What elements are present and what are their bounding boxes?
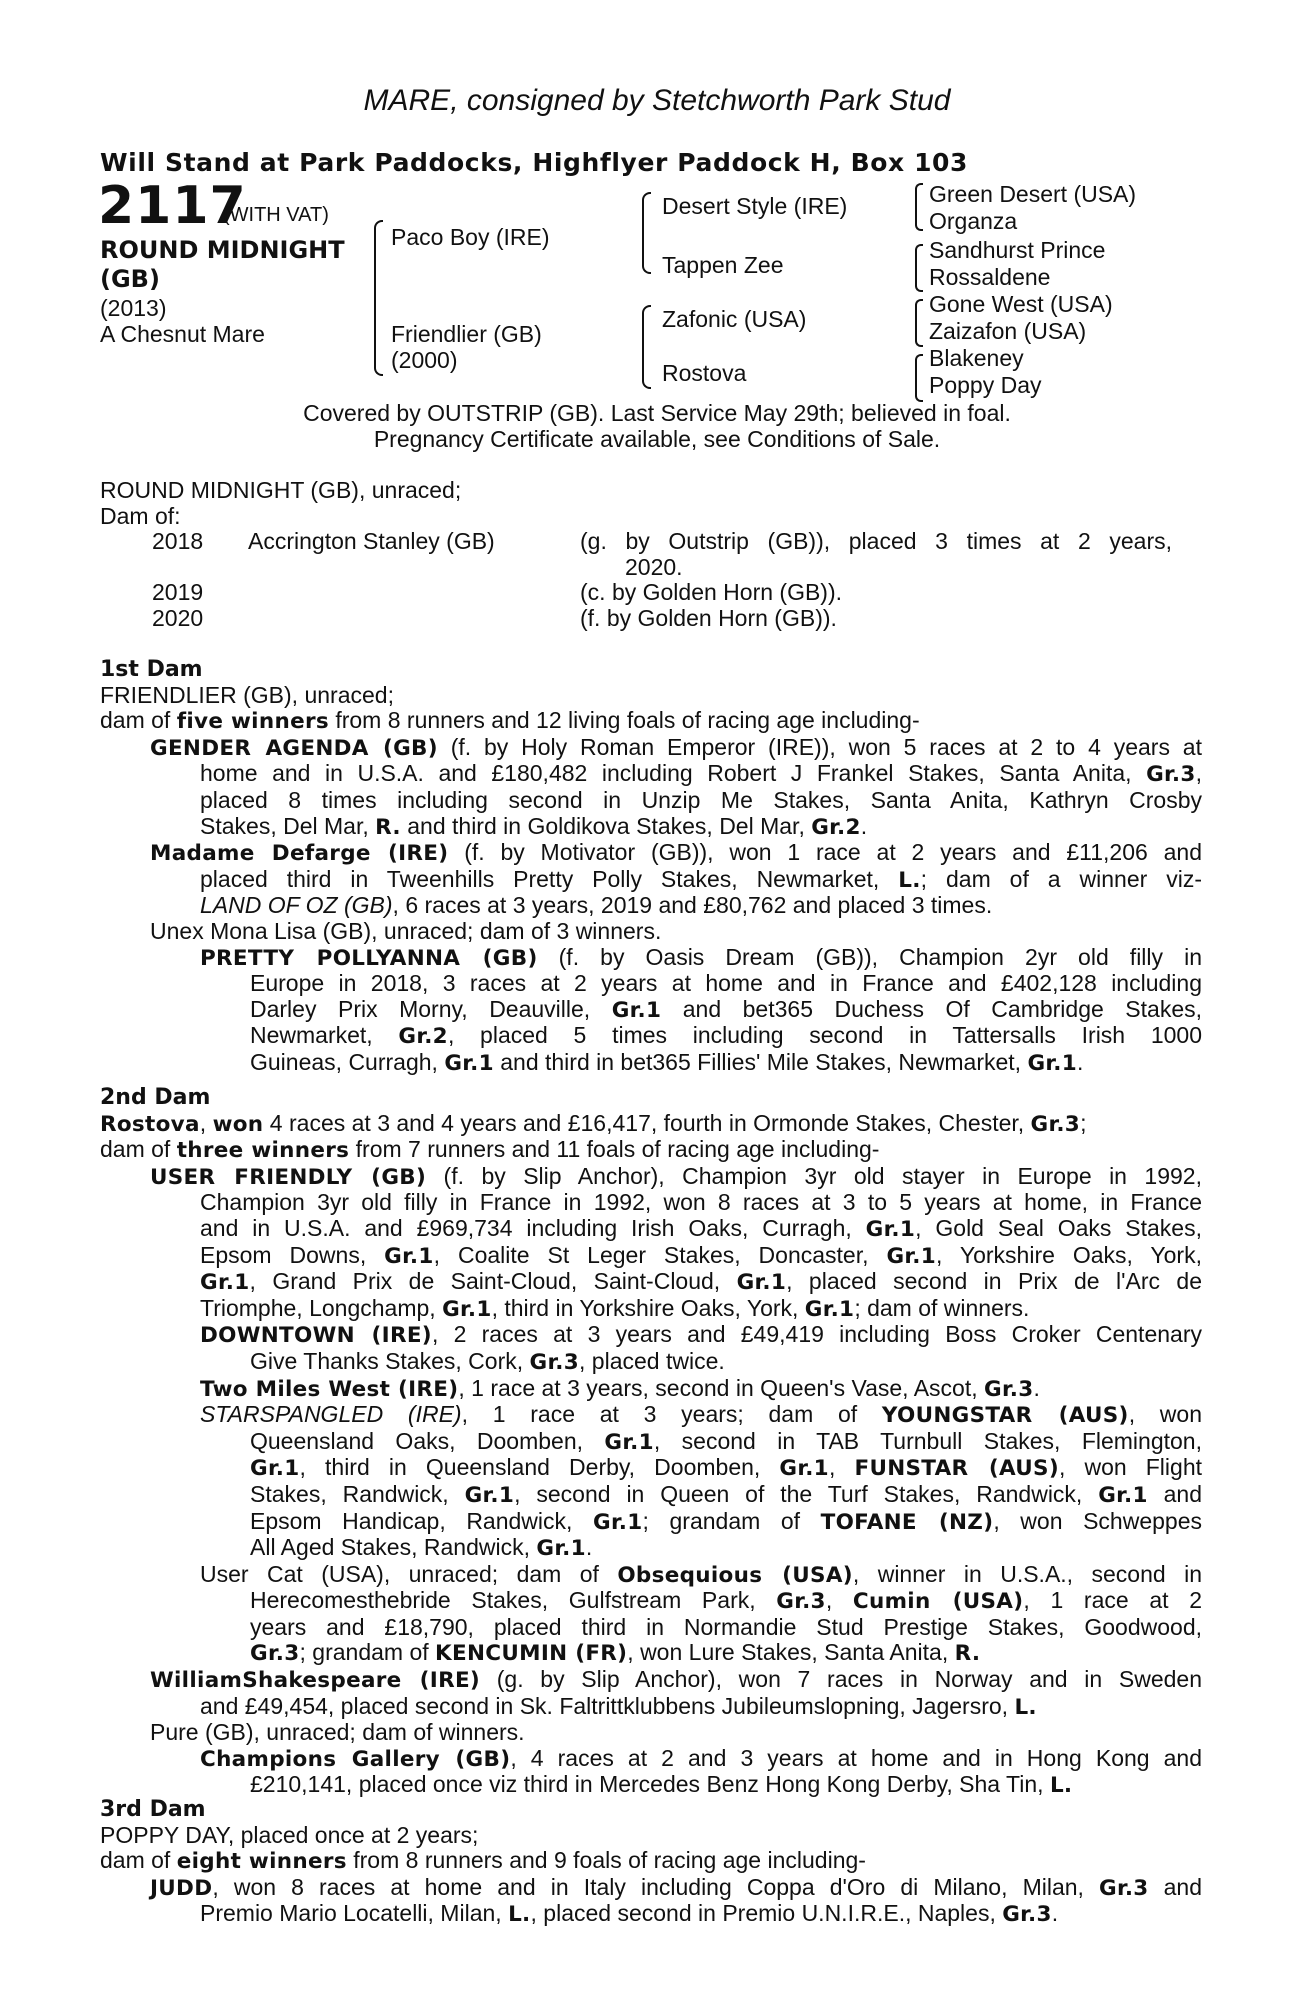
entry-line — [100, 814, 1202, 841]
third-dam-section — [100, 1797, 1202, 1928]
horse-name: GENDER AGENDA (GB) — [150, 735, 438, 761]
horse-name: LAND OF OZ (GB) — [200, 892, 393, 919]
grade: Gr.1 — [384, 1243, 434, 1269]
entry-line: Europe in 2018, 3 races at 2 years at home and in France and £402,128 including — [250, 970, 1202, 997]
dam: Friendlier (GB) — [391, 321, 542, 347]
third-dam-line: POPPY DAY, placed once at 2 years; — [100, 1821, 479, 1848]
first-dam-heading: 1st Dam — [100, 657, 203, 682]
grade: Gr.3 — [1030, 1111, 1081, 1137]
text: . — [1076, 1048, 1084, 1075]
produce-name — [248, 580, 580, 606]
grade: Gr.3 — [529, 1349, 580, 1375]
text: 4 races at 3 and 4 years and £16,417, fourth in Ormonde Stakes, Chester, — [263, 1109, 1031, 1136]
horse-name: KENCUMIN (FR) — [435, 1641, 628, 1667]
grade: Gr.1 — [442, 1296, 492, 1322]
text: (g. by Slip Anchor), won 7 races in Norway and in Sweden — [480, 1666, 1203, 1693]
ggp-brace-3 — [915, 299, 923, 347]
text: placed third in Tweenhills Pretty Polly Stakes, Newmarket, — [200, 865, 899, 892]
dam-dam: Rostova — [662, 360, 747, 386]
horse-name: DOWNTOWN (IRE) — [200, 1323, 432, 1349]
second-dam-summary — [100, 1137, 1202, 1164]
sire-sire-dam: Organza — [929, 208, 1018, 234]
text: , 1 race at 3 years; dam of — [461, 1401, 882, 1428]
grade: Gr.1 — [250, 1456, 300, 1482]
sire-dam: Tappen Zee — [662, 252, 784, 278]
text: from 8 runners and 9 foals of racing age including- — [346, 1847, 866, 1874]
entry-line — [100, 1746, 1202, 1773]
text: , placed second in Premio U.N.I.R.E., Naples, — [530, 1900, 1003, 1927]
text: , second in TAB Turnbull Stakes, Flemington, — [653, 1427, 1202, 1454]
text: , won Schweppes — [993, 1507, 1202, 1534]
entry-line — [100, 1269, 1202, 1296]
text: . — [860, 812, 868, 839]
entry-line — [100, 1429, 1202, 1456]
text: and — [1147, 1480, 1202, 1507]
dam-dam-sire: Blakeney — [929, 345, 1024, 371]
dam-parents-brace — [642, 305, 651, 389]
entry-line — [100, 945, 1202, 972]
produce-detail — [580, 529, 1172, 580]
entry-line — [100, 1562, 1202, 1589]
entry-line — [100, 1640, 1202, 1667]
text: won — [212, 1111, 264, 1137]
entry-line: Unex Mona Lisa (GB), unraced; dam of 3 winners. — [150, 917, 662, 944]
ggp-brace-4 — [915, 354, 923, 402]
text: , Yorkshire Oaks, York, — [935, 1241, 1202, 1268]
produce-row — [152, 580, 1172, 606]
produce-row — [152, 606, 1172, 632]
grade: Gr.1 — [464, 1482, 515, 1508]
entry-line — [100, 735, 1202, 762]
produce-detail: (f. by Golden Horn (GB)). — [580, 604, 837, 631]
text: Darley Prix Morny, Deauville, — [250, 995, 612, 1022]
text: , — [825, 1587, 853, 1614]
entry-line — [100, 1772, 1202, 1799]
entry-line: placed 8 times including second in Unzip Me Stakes, Santa Anita, Kathryn Crosby — [200, 786, 1202, 813]
produce-detail: (c. by Golden Horn (GB)). — [580, 579, 843, 606]
sire: Paco Boy (IRE) — [391, 224, 550, 250]
text: , placed second in Prix de l'Arc de — [786, 1268, 1202, 1295]
produce-detail-line2: 2020. — [625, 553, 683, 580]
winners-count: five winners — [176, 709, 329, 735]
winners-count: eight winners — [176, 1849, 347, 1875]
horse-name: WilliamShakespeare (IRE) — [150, 1668, 481, 1694]
vat-note: (WITH VAT) — [223, 204, 329, 226]
stand-location: Will Stand at Park Paddocks, Highflyer Paddock H, Box 103 — [100, 148, 969, 177]
grade: L. — [1014, 1694, 1037, 1720]
grade: Gr.1 — [536, 1536, 586, 1562]
produce-row — [152, 529, 1172, 580]
text: £210,141, placed once viz third in Mercedes Benz Hong Kong Derby, Sha Tin, — [250, 1771, 1050, 1798]
grade: Gr.3 — [776, 1589, 826, 1615]
text: Epsom Handicap, Randwick, — [250, 1507, 593, 1534]
entry-line — [100, 1482, 1202, 1509]
text: ; — [1080, 1109, 1087, 1136]
horse-name: Madame Defarge (IRE) — [150, 841, 449, 867]
sire-parents-brace — [642, 192, 651, 274]
text: home and in U.S.A. and £180,482 including Robert J Frankel Stakes, Santa Anita, — [200, 760, 1147, 787]
sire-dam-brace — [374, 220, 383, 376]
grade: Gr.1 — [611, 997, 662, 1023]
pregnancy-note: Pregnancy Certificate available, see Conditions of Sale. — [373, 426, 941, 452]
entry-line — [100, 1050, 1202, 1077]
entry-line — [100, 1901, 1202, 1928]
sire-dam-dam: Rossaldene — [929, 264, 1051, 290]
text: ; grandam of — [299, 1639, 436, 1666]
grade: Gr.1 — [1098, 1482, 1148, 1508]
text: (f. by Holy Roman Emperor (IRE)), won 5 races at 2 to 4 years at — [437, 733, 1202, 760]
horse-name: ROUND MIDNIGHT — [100, 236, 345, 264]
text: dam of — [100, 1136, 177, 1163]
sire-dam-sire: Sandhurst Prince — [929, 237, 1106, 263]
entry-line — [100, 1376, 1202, 1403]
entry-line — [100, 1216, 1202, 1243]
entry-line — [100, 1164, 1202, 1191]
text: and third in Goldikova Stakes, Del Mar, — [400, 812, 812, 839]
covering-note: Covered by OUTSTRIP (GB). Last Service May 29th; believed in foal. — [303, 400, 1011, 426]
horse-name: TOFANE (NZ) — [820, 1509, 994, 1535]
horse-name: Champions Gallery (GB) — [200, 1746, 511, 1772]
horse-name: JUDD — [150, 1875, 213, 1901]
horse-name: STARSPANGLED (IRE) — [200, 1401, 462, 1428]
text: and £49,454, placed second in Sk. Faltrittklubbens Jubileumslopning, Jagersro, — [200, 1692, 1015, 1719]
produce-section — [100, 478, 1202, 529]
first-dam-line: FRIENDLIER (GB), unraced; — [100, 681, 394, 708]
text: , winner in U.S.A., second in — [852, 1560, 1202, 1587]
text: Stakes, Del Mar, — [200, 812, 376, 839]
produce-name — [248, 606, 580, 632]
third-dam-heading: 3rd Dam — [100, 1797, 206, 1822]
text: dam of — [100, 1847, 177, 1874]
horse-name: USER FRIENDLY (GB) — [150, 1164, 427, 1190]
grade: Gr.3 — [984, 1376, 1034, 1402]
grade: Gr.1 — [604, 1429, 654, 1455]
text: (f. by Oasis Dream (GB)), Champion 2yr old filly in — [537, 943, 1202, 970]
entry-line — [100, 1455, 1202, 1482]
text: Newmarket, — [250, 1022, 399, 1049]
horse-name: Cumin (USA) — [852, 1589, 1024, 1615]
text: Triomphe, Longchamp, — [200, 1294, 443, 1321]
entry-line — [100, 761, 1202, 788]
produce-table — [152, 529, 1172, 631]
horse-name: Two Miles West (IRE) — [200, 1376, 459, 1402]
text: All Aged Stakes, Randwick, — [250, 1534, 537, 1561]
entry-line — [100, 1667, 1202, 1694]
horse-description: A Chesnut Mare — [100, 321, 265, 347]
text: and in U.S.A. and £969,734 including Irish Oaks, Curragh, — [200, 1214, 866, 1241]
entry-line — [100, 1322, 1202, 1349]
text: , 2 races at 3 years and £49,419 including Boss Croker Centenary — [431, 1321, 1202, 1348]
dam-of-label: Dam of: — [100, 502, 181, 529]
text: , — [1195, 760, 1202, 787]
text: from 8 runners and 12 living foals of racing age including- — [328, 707, 920, 734]
text: Epsom Downs, — [200, 1241, 385, 1268]
catalogue-header: MARE, consigned by Stetchworth Park Stud — [363, 84, 951, 117]
entry-line — [100, 893, 1202, 919]
winners-count: three winners — [176, 1138, 350, 1164]
text: , won 8 races at home and in Italy including Coppa d'Oro di Milano, Milan, — [212, 1873, 1100, 1900]
second-dam-section — [100, 1085, 1202, 1799]
grade: Gr.1 — [865, 1216, 916, 1242]
text: , placed twice. — [579, 1347, 725, 1374]
text: , 1 race at 2 — [1023, 1587, 1202, 1614]
text: . — [1033, 1374, 1040, 1401]
text: ; dam of a winner viz- — [920, 865, 1202, 892]
text: Herecomesthebride Stakes, Gulfstream Park, — [250, 1587, 777, 1614]
entry-line — [100, 840, 1202, 867]
text: , won Flight — [1058, 1454, 1203, 1481]
entry-line — [100, 867, 1202, 894]
text: , third in Queensland Derby, Doomben, — [299, 1454, 780, 1481]
grade: L. — [898, 867, 921, 893]
grade: Gr.3 — [1146, 762, 1196, 788]
grade: R. — [954, 1641, 981, 1667]
text: , Grand Prix de Saint-Cloud, Saint-Cloud, — [249, 1268, 737, 1295]
text: (f. by Slip Anchor), Champion 3yr old stayer in Europe in 1992, — [426, 1162, 1202, 1189]
dam-year: (2000) — [391, 347, 458, 373]
text: , second in Queen of the Turf Stakes, Randwick, — [514, 1480, 1099, 1507]
text: , placed 5 times including second in Tattersalls Irish 1000 — [447, 1022, 1202, 1049]
sire-sire: Desert Style (IRE) — [662, 193, 848, 219]
text: , 1 race at 3 years, second in Queen's Vase, Ascot, — [458, 1374, 984, 1401]
text: Premio Mario Locatelli, Milan, — [200, 1900, 509, 1927]
text: Stakes, Randwick, — [250, 1480, 465, 1507]
grade: Gr.1 — [886, 1243, 936, 1269]
text: , — [828, 1454, 855, 1481]
text: (f. by Motivator (GB)), won 1 race at 2 years and £11,206 and — [448, 839, 1202, 866]
text: dam of — [100, 707, 177, 734]
entry-line — [100, 1875, 1202, 1902]
grade: L. — [1049, 1773, 1073, 1799]
produce-year: 2020 — [152, 604, 204, 631]
grade: Gr.1 — [593, 1509, 643, 1535]
text: Queensland Oaks, Doomben, — [250, 1427, 605, 1454]
sire-sire-sire: Green Desert (USA) — [929, 181, 1137, 207]
horse-country: (GB) — [100, 265, 160, 293]
ggp-brace-2 — [915, 244, 923, 292]
text: User Cat (USA), unraced; dam of — [200, 1560, 618, 1587]
entry-line — [100, 1349, 1202, 1376]
grade: L. — [508, 1902, 531, 1928]
text: , Coalite St Leger Stakes, Doncaster, — [433, 1241, 887, 1268]
dam-sire: Zafonic (USA) — [662, 306, 807, 332]
horse-name: PRETTY POLLYANNA (GB) — [200, 945, 538, 971]
text: , Gold Seal Oaks Stakes, — [915, 1214, 1202, 1241]
second-dam-line — [100, 1111, 1202, 1138]
text: , — [199, 1109, 213, 1136]
grade: Gr.1 — [804, 1296, 855, 1322]
entry-line — [100, 1535, 1202, 1562]
text: , 6 races at 3 years, 2019 and £80,762 and placed 3 times. — [392, 892, 993, 919]
entry-line — [100, 1694, 1202, 1721]
grade: Gr.1 — [200, 1270, 250, 1296]
text: from 7 runners and 11 foals of racing age including- — [349, 1136, 880, 1163]
dam-dam-dam: Poppy Day — [929, 372, 1042, 398]
grade: R. — [375, 814, 401, 840]
text: , won — [1128, 1401, 1203, 1428]
first-dam-section — [100, 657, 1202, 1077]
grade: Gr.1 — [779, 1456, 829, 1482]
foaling-year: (2013) — [100, 295, 167, 321]
entry-line — [100, 1588, 1202, 1615]
text: ; dam of winners. — [854, 1294, 1030, 1321]
second-dam-heading: 2nd Dam — [100, 1085, 211, 1110]
entry-line — [100, 1023, 1202, 1050]
produce-intro: ROUND MIDNIGHT (GB), unraced; — [100, 477, 462, 503]
grade: Gr.1 — [444, 1050, 494, 1076]
produce-name: Accrington Stanley (GB) — [248, 528, 495, 554]
horse-name: Rostova — [100, 1111, 200, 1137]
entry-line: years and £18,790, placed third in Normandie Stud Prestige Stakes, Goodwood, — [250, 1613, 1202, 1640]
grade: Gr.2 — [398, 1024, 448, 1050]
lot-number: 2117 — [98, 176, 247, 236]
text: , won Lure Stakes, Santa Anita, — [627, 1639, 955, 1666]
text: , third in Yorkshire Oaks, York, — [491, 1294, 805, 1321]
ggp-brace-1 — [915, 183, 923, 231]
produce-year: 2018 — [152, 528, 204, 554]
grade: Gr.3 — [1002, 1902, 1052, 1928]
text: and — [1148, 1873, 1203, 1900]
grade: Gr.1 — [736, 1270, 787, 1296]
text: and third in bet365 Fillies' Mile Stakes, Newmarket, — [493, 1048, 1028, 1075]
entry-line — [100, 997, 1202, 1024]
dam-sire-dam: Zaizafon (USA) — [929, 318, 1087, 344]
text: . — [1051, 1900, 1059, 1927]
third-dam-summary — [100, 1848, 1202, 1875]
produce-detail-line: (g. by Outstrip (GB)), placed 3 times at 2 years, — [580, 528, 1172, 554]
entry-line — [100, 1296, 1202, 1323]
text: . — [585, 1534, 593, 1561]
horse-name: YOUNGSTAR (AUS) — [881, 1403, 1129, 1429]
grade: Gr.3 — [1099, 1875, 1149, 1901]
text: , 4 races at 2 and 3 years at home and in Hong Kong and — [510, 1744, 1202, 1771]
grade: Gr.2 — [811, 814, 861, 840]
text: ; grandam of — [642, 1507, 821, 1534]
entry-line: Champion 3yr old filly in France in 1992, won 8 races at 3 to 5 years at home, in France — [200, 1189, 1202, 1216]
horse-name: FUNSTAR (AUS) — [854, 1456, 1059, 1482]
entry-line — [100, 1243, 1202, 1270]
text: Guineas, Curragh, — [250, 1048, 445, 1075]
grade: Gr.1 — [1027, 1050, 1077, 1076]
first-dam-summary — [100, 708, 1202, 735]
text: and bet365 Duchess Of Cambridge Stakes, — [661, 995, 1203, 1022]
entry-line — [100, 1509, 1202, 1536]
horse-name: Obsequious (USA) — [617, 1562, 853, 1588]
text: Give Thanks Stakes, Cork, — [250, 1347, 530, 1374]
entry-line: Pure (GB), unraced; dam of winners. — [150, 1719, 525, 1746]
grade: Gr.3 — [250, 1641, 300, 1667]
entry-line — [100, 1402, 1202, 1429]
produce-year: 2019 — [152, 579, 204, 606]
dam-sire-sire: Gone West (USA) — [929, 291, 1113, 317]
